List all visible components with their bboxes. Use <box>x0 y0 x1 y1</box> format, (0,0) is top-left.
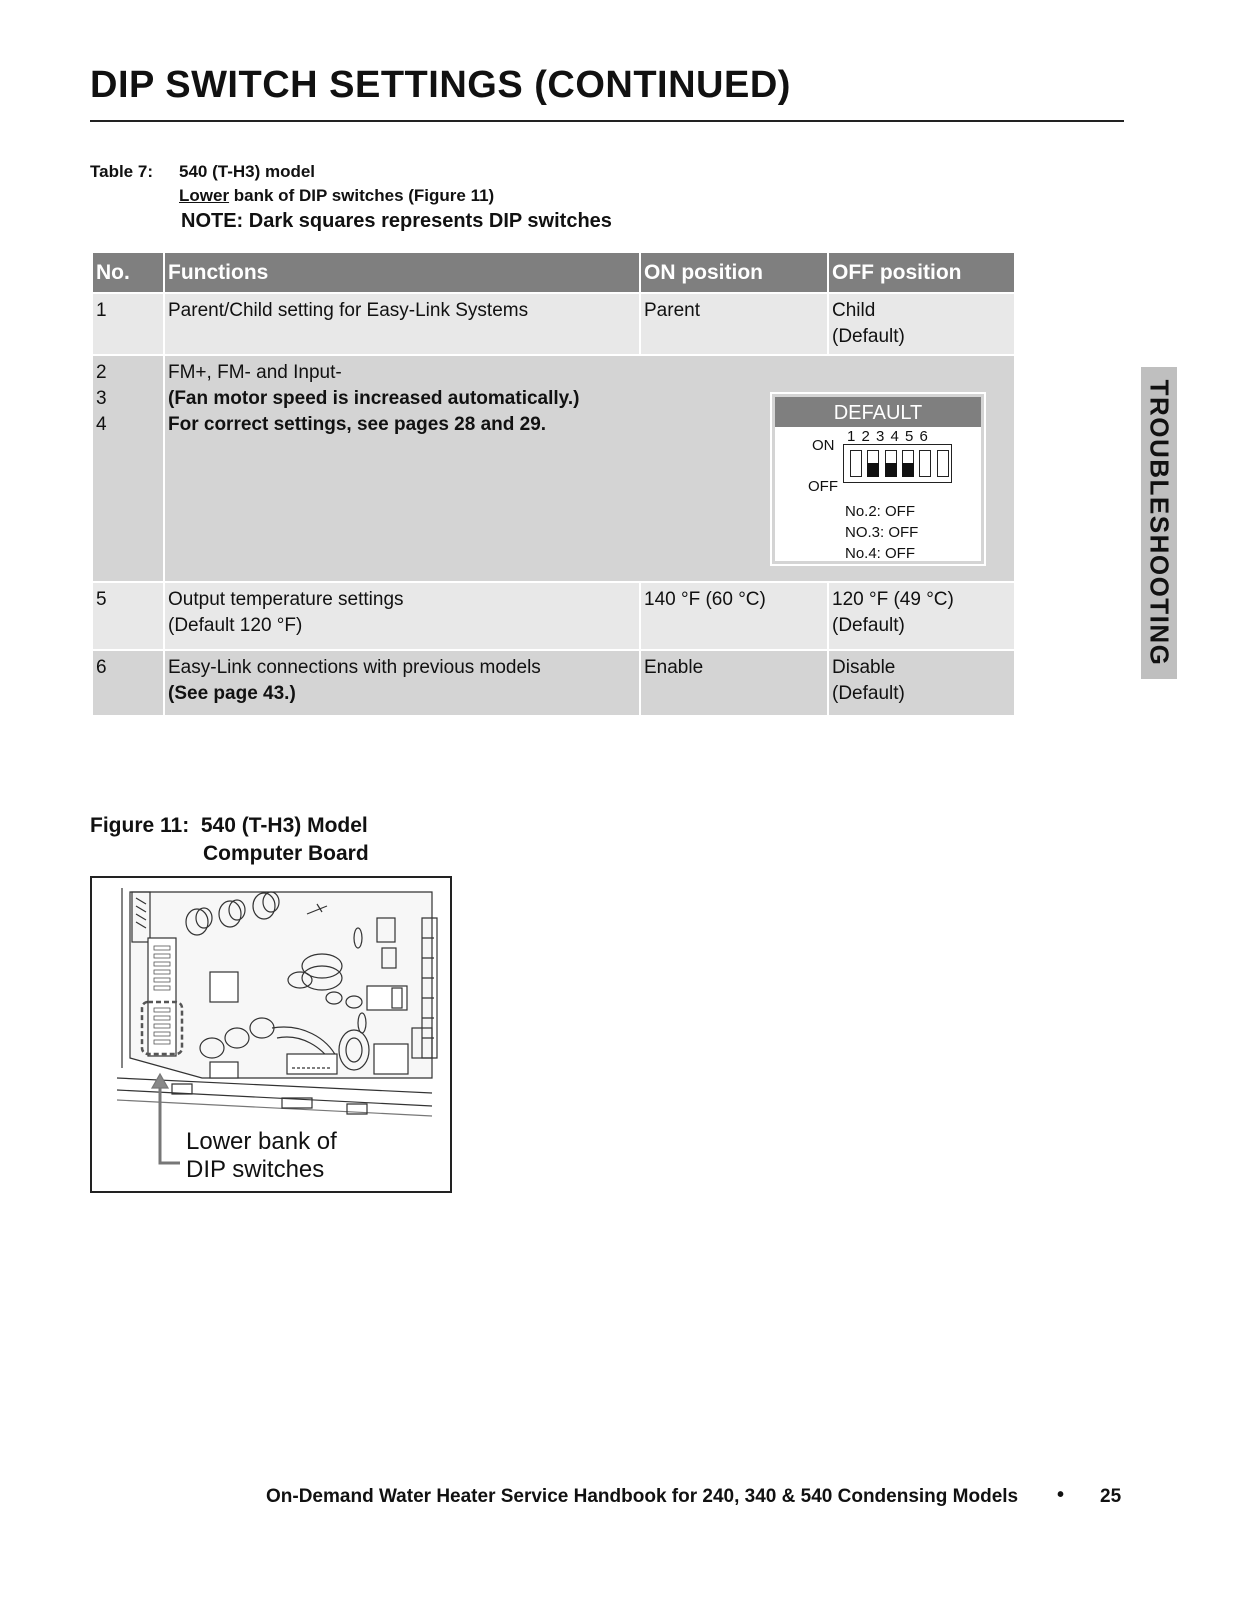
row-on: Enable <box>641 651 827 715</box>
col-header-on: ON position <box>641 253 827 292</box>
dip-switch-bank <box>843 444 952 483</box>
switch-state: No.4: OFF <box>845 545 916 562</box>
row-function: Output temperature settings (Default 120 °F) <box>165 583 639 649</box>
row-no: 1 <box>93 294 163 354</box>
dip-switch-6 <box>937 450 949 477</box>
row-no: 5 <box>93 583 163 649</box>
dip-switch-knob <box>902 463 914 477</box>
col-header-no: No. <box>93 253 163 292</box>
footer-title: On-Demand Water Heater Service Handbook for 240, 340 & 540 Condensing Models <box>266 1486 1019 1507</box>
default-heading: DEFAULT <box>775 397 981 427</box>
computer-board-figure <box>90 876 452 1193</box>
row-off: Disable (Default) <box>829 651 1014 715</box>
dip-switch-knob <box>885 463 897 477</box>
off-label: OFF <box>808 478 838 495</box>
dip-switch-1 <box>850 450 862 477</box>
row-on: 140 °F (60 °C) <box>641 583 827 649</box>
dip-switch-4 <box>902 450 914 477</box>
footer-bullet: • <box>1057 1484 1065 1506</box>
row-function: Parent/Child setting for Easy-Link Systems <box>165 294 639 354</box>
row-no: 6 <box>93 651 163 715</box>
row-function: FM+, FM- and Input- (Fan motor speed is increased automatically.) For correct settings, see pages 28 and 29. <box>165 356 1014 581</box>
lower-word: Lower <box>179 186 230 205</box>
dip-switch-2 <box>867 450 879 477</box>
row-off: 120 °F (49 °C) (Default) <box>829 583 1014 649</box>
switch-state: NO.3: OFF <box>845 524 919 541</box>
table-caption-bank <box>179 186 494 206</box>
default-body <box>775 427 981 561</box>
col-header-off: OFF position <box>829 253 1014 292</box>
page-number: 25 <box>1100 1486 1122 1507</box>
row-on: Parent <box>641 294 827 354</box>
title-rule <box>90 120 1124 122</box>
default-dip-diagram <box>770 392 986 566</box>
table-row <box>93 583 1014 649</box>
table-header-row <box>93 253 1014 292</box>
row-no: 2 3 4 <box>93 356 163 581</box>
dip-switch-5 <box>919 450 931 477</box>
on-label: ON <box>812 437 835 454</box>
table-caption-model: 540 (T-H3) model <box>179 162 316 181</box>
figure-callout: Lower bank of DIP switches <box>186 1128 337 1183</box>
row-off: Child (Default) <box>829 294 1014 354</box>
dip-switch-knob <box>867 463 879 477</box>
troubleshooting-label: TROUBLESHOOTING <box>1144 379 1175 667</box>
dip-switch-3 <box>885 450 897 477</box>
table-row <box>93 294 1014 354</box>
switch-numbers: 1 2 3 4 5 6 <box>847 428 929 445</box>
table-caption-label: Table 7: <box>90 162 153 181</box>
page-title: DIP SWITCH SETTINGS (CONTINUED) <box>90 64 791 106</box>
figure-label: Figure 11: 540 (T-H3) Model <box>90 814 368 837</box>
col-header-functions: Functions <box>165 253 639 292</box>
figure-title: 540 (T-H3) Model <box>200 814 368 837</box>
table-note: NOTE: Dark squares represents DIP switches <box>181 210 612 232</box>
troubleshooting-tab <box>1141 367 1177 679</box>
switch-state: No.2: OFF <box>845 503 916 520</box>
row-function: Easy-Link connections with previous models (See page 43.) <box>165 651 639 715</box>
figure-subtitle: Computer Board <box>203 842 369 865</box>
bank-text: bank of DIP switches (Figure 11) <box>229 186 495 205</box>
table-row <box>93 651 1014 715</box>
